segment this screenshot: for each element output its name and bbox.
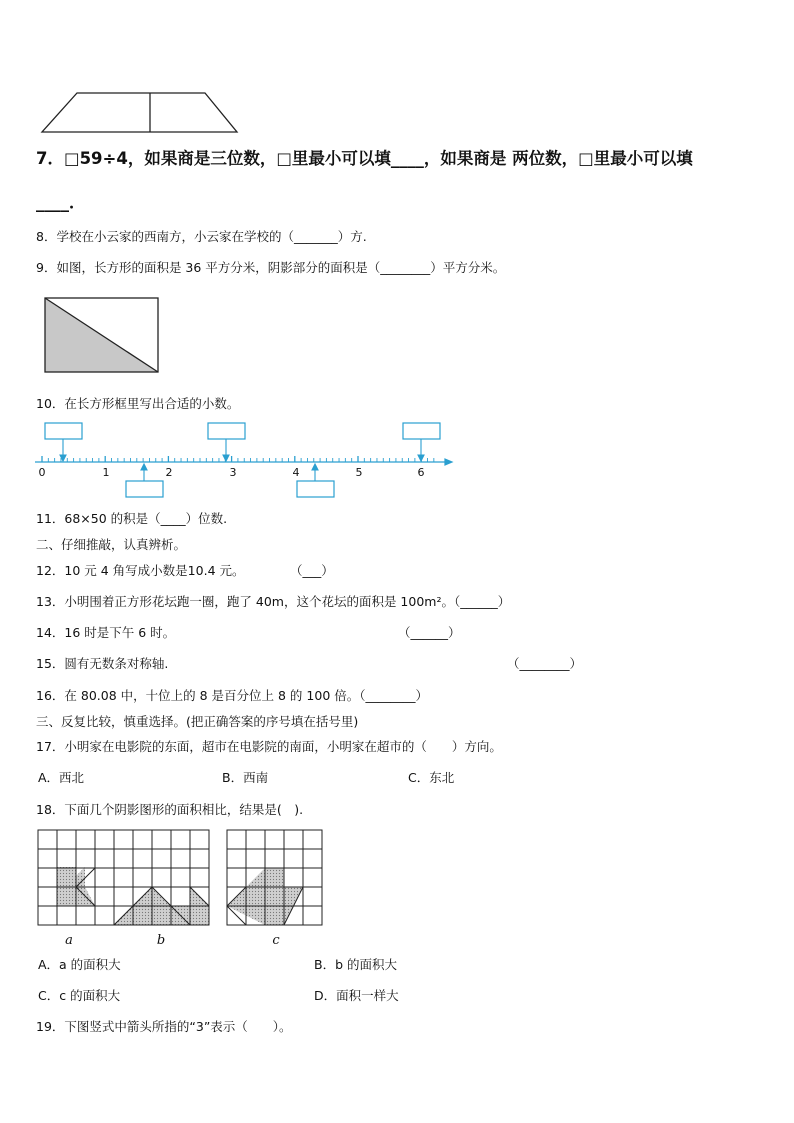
fig-label-a: a <box>65 933 73 948</box>
q17-option-b[interactable]: B．西南 <box>222 770 269 785</box>
q18-option-d[interactable]: D．面积一样大 <box>314 988 399 1003</box>
fig-label-b: b <box>156 933 166 948</box>
grid-figure-b <box>114 830 209 925</box>
q18-option-b[interactable]: B．b 的面积大 <box>314 957 397 972</box>
tick-label-6: 6 <box>417 466 425 479</box>
q17-option-c[interactable]: C．东北 <box>408 770 455 785</box>
grid-figure-a <box>38 830 133 925</box>
tick-label-0: 0 <box>38 466 46 479</box>
tick-label-4: 4 <box>292 466 300 479</box>
section-3-heading: 三、反复比较，慎重选择。(把正确答案的序号填在括号里) <box>36 714 359 729</box>
q18-option-c[interactable]: C．c 的面积大 <box>38 988 121 1003</box>
question-14: 14．16 时是下午 6 时。 <box>36 625 176 640</box>
question-12: 12．10 元 4 角写成小数是10.4 元。 <box>36 563 245 578</box>
question-7-continued: ____． <box>36 193 86 212</box>
question-9: 9．如图，长方形的面积是 36 平方分米，阴影部分的面积是（________）平方分米。 <box>36 260 506 275</box>
question-18: 18．下面几个阴影图形的面积相比，结果是( ). <box>36 802 304 817</box>
question-17: 17．小明家在电影院的东面，超市在电影院的南面，小明家在超市的（ ）方向。 <box>36 739 502 754</box>
question-19: 19．下图竖式中箭头所指的“3”表示（ ）。 <box>36 1019 292 1034</box>
q18-option-a[interactable]: A．a 的面积大 <box>38 957 121 972</box>
question-16: 16．在 80.08 中，十位上的 8 是百分位上 8 的 100 倍。（________） <box>36 688 428 703</box>
tick-label-3: 3 <box>229 466 237 479</box>
question-10: 10．在长方形框里写出合适的小数。 <box>36 396 240 411</box>
question-15-blank[interactable]: （________） <box>507 656 583 671</box>
question-13: 13．小明围着正方形花坛跑一圈，跑了 40m，这个花坛的面积是 100m²。（______） <box>36 594 511 609</box>
grid-figure-c <box>227 830 322 925</box>
question-12-blank[interactable]: （___） <box>290 563 334 578</box>
section-2-heading: 二、仔细推敲，认真辨析。 <box>36 537 187 552</box>
tick-label-5: 5 <box>355 466 363 479</box>
q17-option-a[interactable]: A．西北 <box>38 770 85 785</box>
question-14-blank[interactable]: （______） <box>398 625 461 640</box>
question-11: 11．68×50 的积是（____）位数. <box>36 511 228 526</box>
fig-label-c: c <box>272 933 280 948</box>
question-15: 15．圆有无数条对称轴. <box>36 656 169 671</box>
question-7: 7．□59÷4，如果商是三位数，□里最小可以填____，如果商是 两位数，□里最小可以填 <box>36 149 693 168</box>
question-8: 8．学校在小云家的西南方，小云家在学校的（_______）方. <box>36 229 367 244</box>
tick-label-1: 1 <box>102 466 110 479</box>
tick-label-2: 2 <box>165 466 173 479</box>
